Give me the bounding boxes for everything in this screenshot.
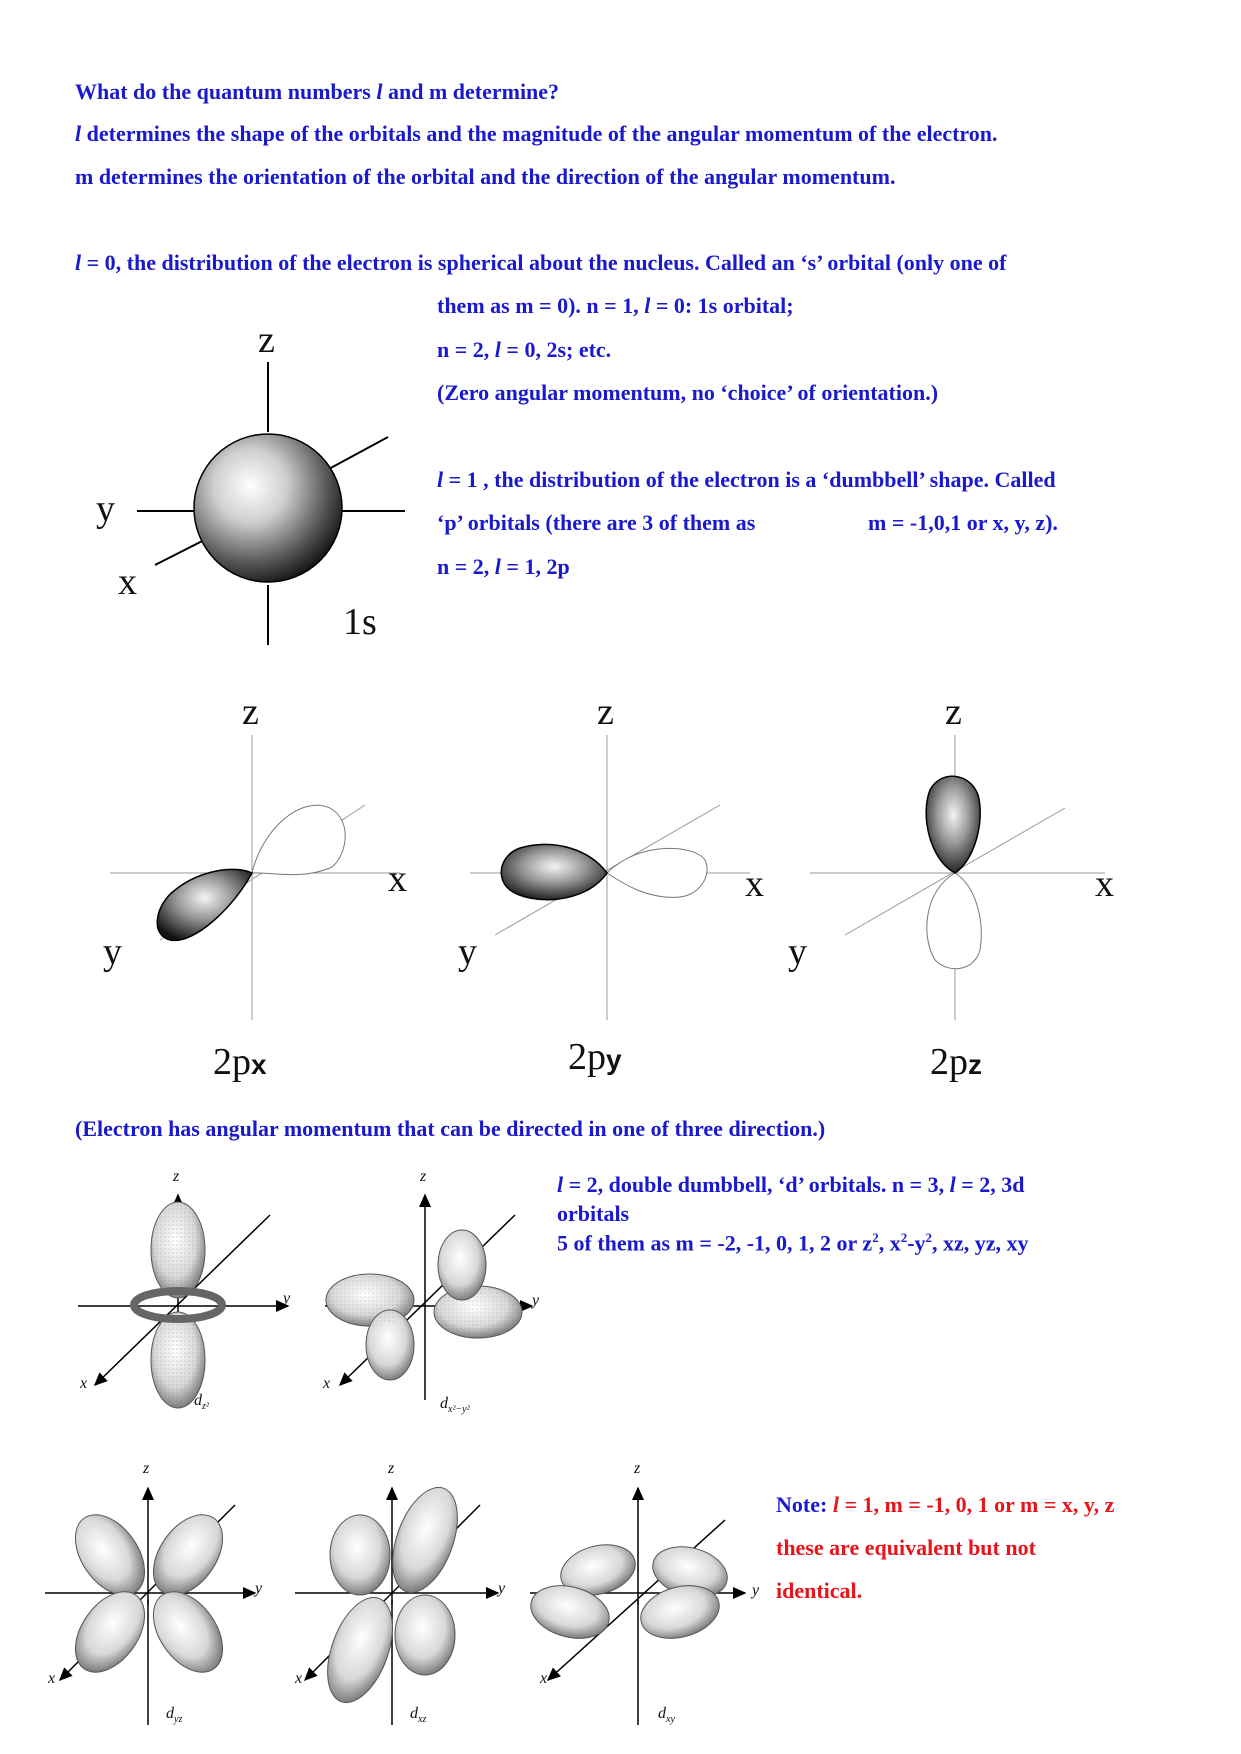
orbital-dz2 (78, 1195, 291, 1408)
p-note: (Electron has angular momentum that can be directed in one of three direction.) (75, 1116, 826, 1141)
dx2y2-label: $d_{x^2-y^2}$ (440, 1395, 470, 1416)
2pz-axis-z: z (945, 691, 962, 733)
s-line-2: them as m = 0). n = 1, l = 0: 1s orbital; (437, 293, 794, 318)
dxz-axis-x: x (295, 1670, 303, 1687)
dyz-axis-y: y (255, 1580, 263, 1597)
s-line-4: (Zero angular momentum, no ‘choice’ of orientation.) (437, 380, 939, 405)
p-line-2a: ‘p’ orbitals (there are 3 of them as (437, 510, 756, 535)
2px-label: 2px (213, 1041, 267, 1083)
orbital-2px (110, 735, 400, 1020)
d-line-2: orbitals (557, 1201, 630, 1226)
orbital-dx2-y2 (325, 1195, 532, 1400)
2px-axis-x: x (388, 858, 407, 900)
d-line-3: 5 of them as m = -2, -1, 0, 1, 2 or $z^2$, $x^2-y^2$, xz, yz, xy (557, 1230, 1029, 1256)
dyz-label: $d_{yz}$ (166, 1705, 183, 1726)
1s-axis-y: y (96, 488, 115, 530)
orbital-dxy (525, 1488, 745, 1725)
dx2y2-axis-x: x (323, 1375, 331, 1392)
intro-l-description: l determines the shape of the orbitals and the magnitude of the angular momentum of the electron. (75, 121, 998, 146)
intro-m-description: m determines the orientation of the orbital and the direction of the angular momentum. (75, 164, 896, 189)
note-line-3: identical. (776, 1578, 863, 1603)
1s-axis-z: z (258, 319, 275, 361)
2py-axis-x: x (745, 863, 764, 905)
dxy-label: $d_{xy}$ (658, 1705, 675, 1726)
s-line-1: l = 0, the distribution of the electron is spherical about the nucleus. Called an ‘s’ orbital (only one of (75, 250, 1007, 275)
dxy-axis-x: x (540, 1670, 548, 1687)
dz2-label: $d_{z^2}$ (194, 1392, 209, 1413)
2pz-axis-y: y (788, 931, 807, 973)
dxy-axis-y: y (752, 1582, 760, 1599)
orbital-2pz (810, 735, 1105, 1020)
d-line-1: l = 2, double dumbbell, ‘d’ orbitals. n = 3, l = 2, 3d (557, 1172, 1025, 1197)
intro-question: What do the quantum numbers l and m determine? (75, 79, 560, 104)
dxz-label: $d_{xz}$ (410, 1705, 427, 1726)
2px-axis-z: z (242, 691, 259, 733)
2py-axis-z: z (597, 691, 614, 733)
dxz-axis-y: y (498, 1580, 506, 1597)
s-line-3: n = 2, l = 0, 2s; etc. (437, 337, 612, 362)
dx2y2-axis-y: y (532, 1292, 540, 1309)
dxy-axis-z: z (634, 1460, 641, 1477)
note-line-2: these are equivalent but not (776, 1535, 1036, 1560)
1s-orbital-label: 1s (343, 601, 377, 643)
p-line-3: n = 2, l = 1, 2p (437, 554, 570, 579)
dz2-axis-y: y (283, 1290, 291, 1307)
orbital-2py (470, 735, 750, 1020)
2pz-label: 2pz (930, 1041, 982, 1083)
p-line-1: l = 1 , the distribution of the electron is a ‘dumbbell’ shape. Called (437, 467, 1056, 492)
orbital-dyz (45, 1488, 255, 1725)
dxz-axis-z: z (388, 1460, 395, 1477)
note-line-1: Note: l = 1, m = -1, 0, 1 or m = x, y, z (776, 1492, 1115, 1517)
dyz-axis-z: z (143, 1460, 150, 1477)
dz2-axis-x: x (80, 1375, 88, 1392)
2pz-axis-x: x (1095, 863, 1114, 905)
2py-axis-y: y (458, 931, 477, 973)
dyz-axis-x: x (48, 1670, 56, 1687)
2px-axis-y: y (103, 931, 122, 973)
orbital-dxz (295, 1479, 498, 1725)
2py-label: 2py (568, 1036, 622, 1078)
p-line-2b: m = -1,0,1 or x, y, z). (868, 510, 1058, 535)
dz2-axis-z: z (173, 1168, 180, 1185)
1s-axis-x: x (118, 561, 137, 603)
dx2y2-axis-z: z (420, 1168, 427, 1185)
